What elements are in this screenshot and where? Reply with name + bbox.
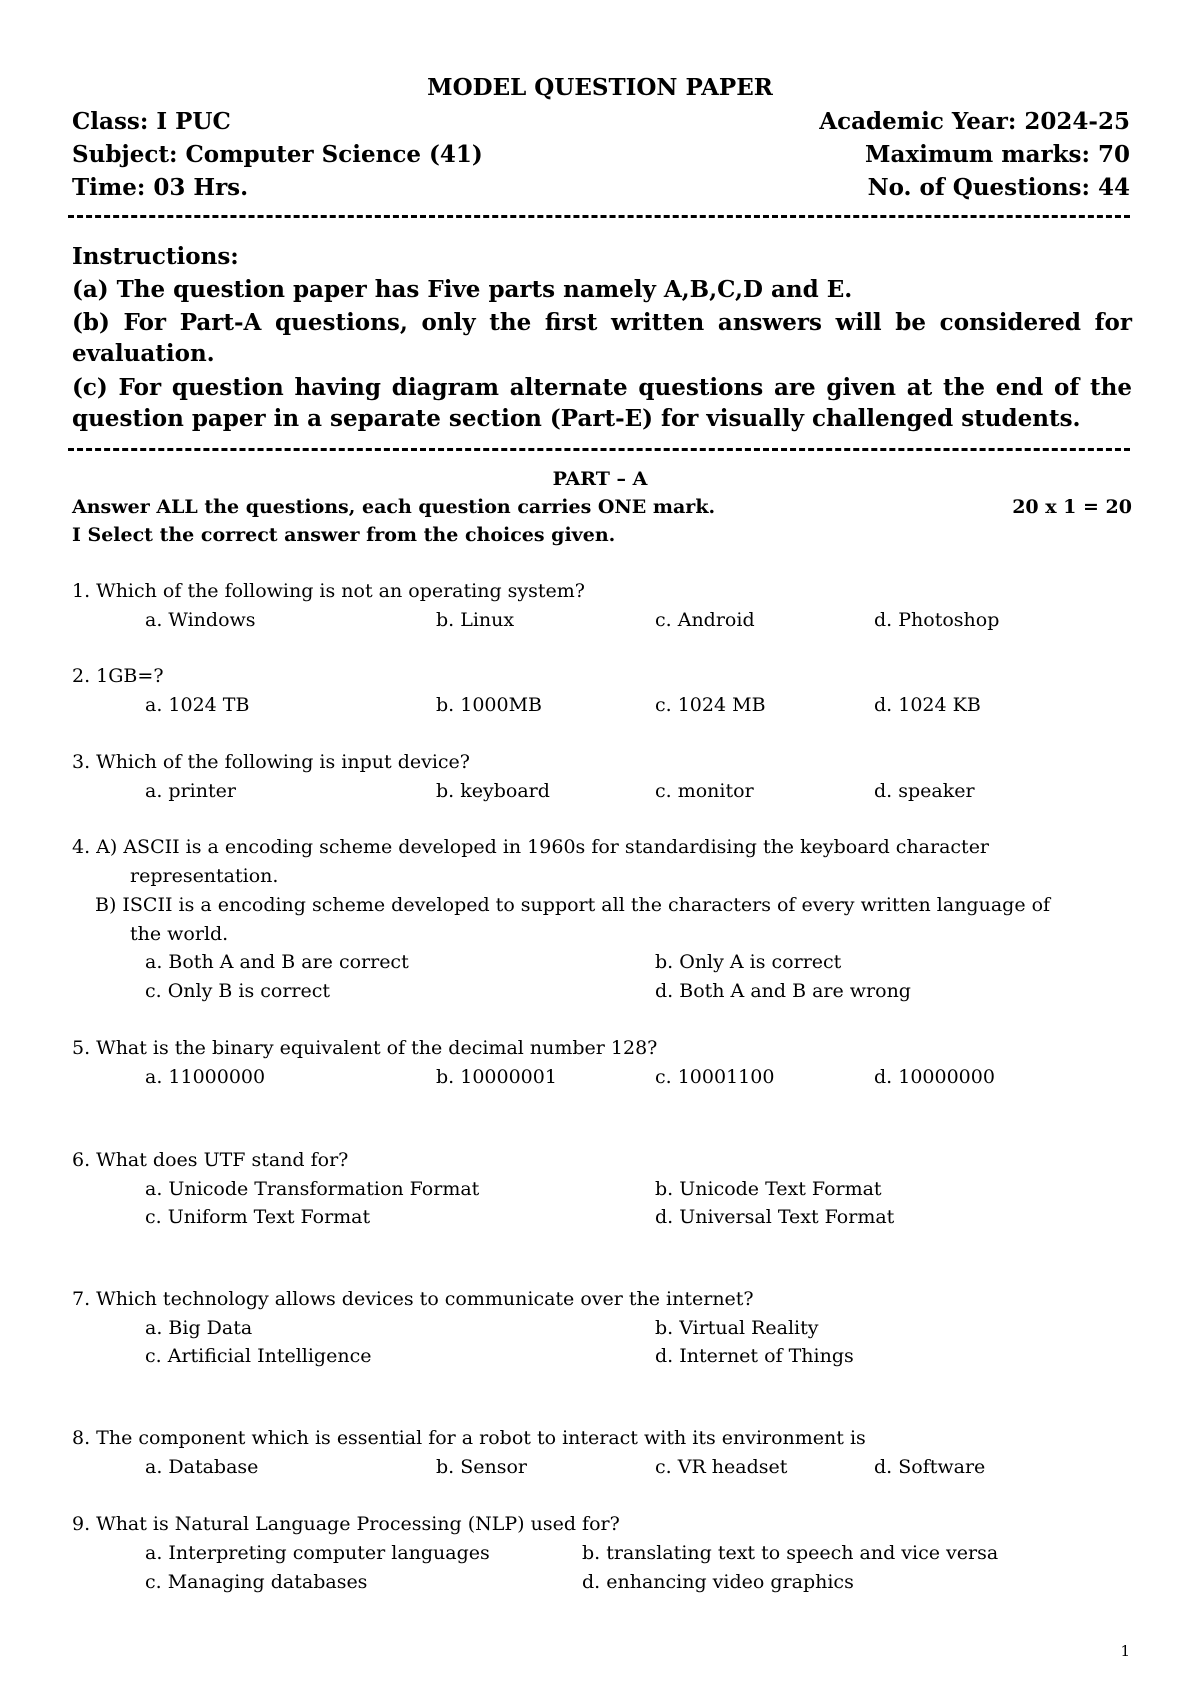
divider-top xyxy=(68,215,1130,218)
instruction-a: (a) The question paper has Five parts namely A,B,C,D and E. xyxy=(72,276,853,303)
q5-option-d: d. 10000000 xyxy=(874,1066,995,1088)
question-4-continued: representation. xyxy=(130,865,279,887)
divider-bottom xyxy=(68,448,1130,451)
instruction-c: (c) For question having diagram alternate questions are given at the end of the question paper in a separate section (Part-E) for visually challenged students. xyxy=(72,374,1132,432)
question-4: 4. A) ASCII is a encoding scheme developed in 1960s for standardising the keyboard character xyxy=(72,836,990,858)
q7-option-b: b. Virtual Reality xyxy=(655,1317,819,1339)
q5-option-c: c. 10001100 xyxy=(655,1066,775,1088)
part-a-sub-instruction: I Select the correct answer from the choices given. xyxy=(72,524,616,546)
q6-option-b: b. Unicode Text Format xyxy=(655,1178,882,1200)
q9-option-b: b. translating text to speech and vice versa xyxy=(582,1542,999,1564)
part-a-instruction: Answer ALL the questions, each question carries ONE mark. xyxy=(72,496,716,518)
q7-option-a: a. Big Data xyxy=(145,1317,253,1339)
question-2: 2. 1GB=? xyxy=(72,665,164,687)
q1-option-a: a. Windows xyxy=(145,609,256,631)
q5-option-b: b. 10000001 xyxy=(436,1066,557,1088)
q2-option-b: b. 1000MB xyxy=(436,694,543,716)
q9-option-a: a. Interpreting computer languages xyxy=(145,1542,490,1564)
q8-option-d: d. Software xyxy=(874,1456,986,1478)
question-4-statement-b-continued: the world. xyxy=(130,923,229,945)
q3-option-c: c. monitor xyxy=(655,780,754,802)
paper-title: MODEL QUESTION PAPER xyxy=(427,74,773,101)
q1-option-b: b. Linux xyxy=(436,609,515,631)
q9-option-c: c. Managing databases xyxy=(145,1571,368,1593)
q7-option-d: d. Internet of Things xyxy=(655,1345,854,1367)
question-4-statement-b: B) ISCII is a encoding scheme developed to support all the characters of every written language of xyxy=(95,894,1051,916)
subject-label: Subject: Computer Science (41) xyxy=(72,141,483,168)
max-marks: Maximum marks: 70 xyxy=(865,141,1130,168)
q4-option-a: a. Both A and B are correct xyxy=(145,951,409,973)
q1-option-c: c. Android xyxy=(655,609,755,631)
q9-option-d: d. enhancing video graphics xyxy=(582,1571,854,1593)
part-a-heading: PART – A xyxy=(552,468,648,490)
q8-option-c: c. VR headset xyxy=(655,1456,788,1478)
question-1: 1. Which of the following is not an operating system? xyxy=(72,580,585,602)
q8-option-a: a. Database xyxy=(145,1456,259,1478)
class-label: Class: I PUC xyxy=(72,108,231,135)
question-7: 7. Which technology allows devices to communicate over the internet? xyxy=(72,1288,754,1310)
question-9: 9. What is Natural Language Processing (NLP) used for? xyxy=(72,1513,620,1535)
q6-option-c: c. Uniform Text Format xyxy=(145,1206,371,1228)
page-number: 1 xyxy=(1120,1642,1130,1660)
q2-option-a: a. 1024 TB xyxy=(145,694,250,716)
question-5: 5. What is the binary equivalent of the decimal number 128? xyxy=(72,1037,658,1059)
time-label: Time: 03 Hrs. xyxy=(72,174,249,201)
q6-option-d: d. Universal Text Format xyxy=(655,1206,895,1228)
q7-option-c: c. Artificial Intelligence xyxy=(145,1345,372,1367)
q3-option-b: b. keyboard xyxy=(436,780,550,802)
instruction-b: (b) For Part-A questions, only the first written answers will be considered for evaluation. xyxy=(72,309,1132,367)
instructions-heading: Instructions: xyxy=(72,243,239,270)
q8-option-b: b. Sensor xyxy=(436,1456,528,1478)
q3-option-d: d. speaker xyxy=(874,780,975,802)
part-a-marks: 20 x 1 = 20 xyxy=(1012,496,1132,518)
q5-option-a: a. 11000000 xyxy=(145,1066,266,1088)
q2-option-d: d. 1024 KB xyxy=(874,694,981,716)
question-6: 6. What does UTF stand for? xyxy=(72,1149,349,1171)
q4-option-c: c. Only B is correct xyxy=(145,980,331,1002)
question-8: 8. The component which is essential for a robot to interact with its environment is xyxy=(72,1427,866,1449)
question-3: 3. Which of the following is input device? xyxy=(72,751,470,773)
q2-option-c: c. 1024 MB xyxy=(655,694,766,716)
q4-option-b: b. Only A is correct xyxy=(655,951,842,973)
q4-option-d: d. Both A and B are wrong xyxy=(655,980,911,1002)
q1-option-d: d. Photoshop xyxy=(874,609,1000,631)
academic-year: Academic Year: 2024-25 xyxy=(819,108,1130,135)
num-questions: No. of Questions: 44 xyxy=(867,174,1130,201)
q6-option-a: a. Unicode Transformation Format xyxy=(145,1178,480,1200)
q3-option-a: a. printer xyxy=(145,780,236,802)
